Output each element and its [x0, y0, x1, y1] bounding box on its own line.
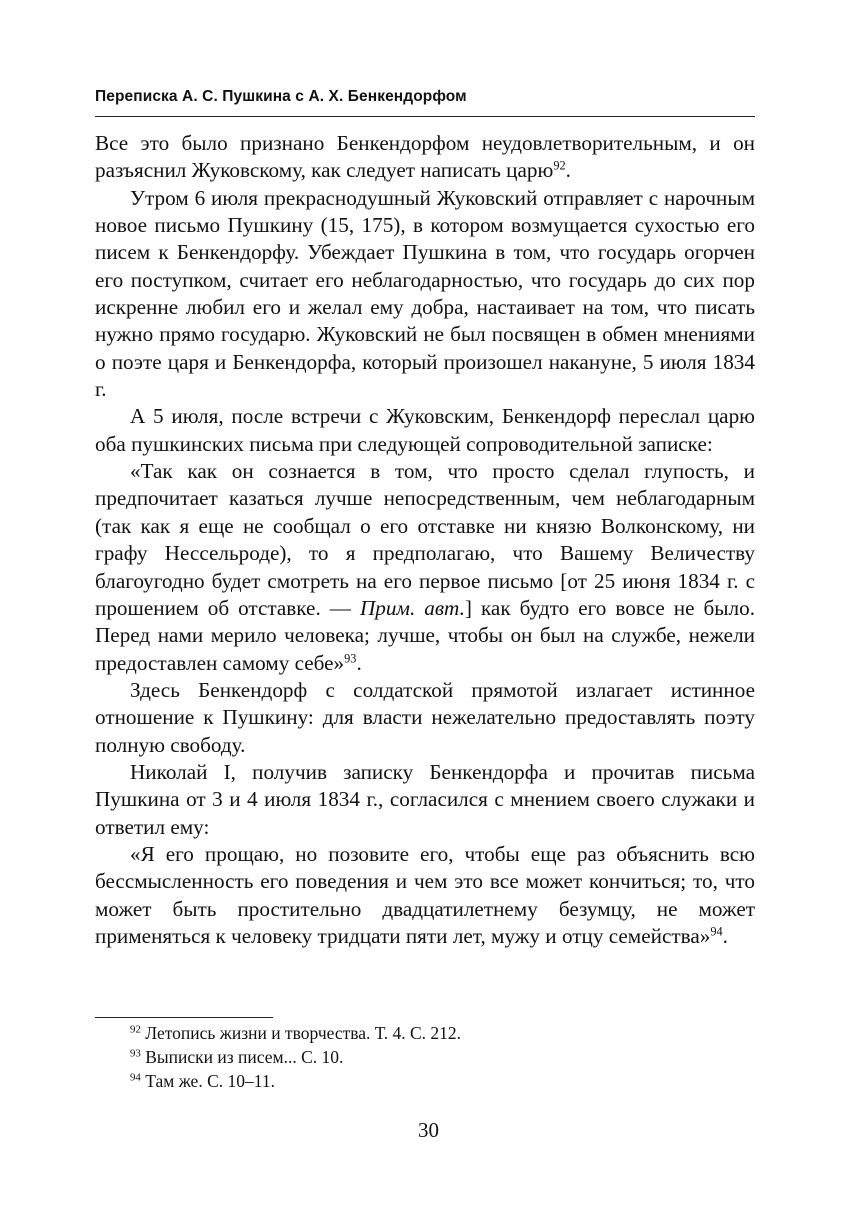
paragraph-3: А 5 июля, после встречи с Жуковским, Бенкендорф переслал царю оба пушкинских письма при следующей сопроводительной записке:	[95, 404, 755, 456]
author-note-italic: Прим. авт.	[359, 595, 465, 620]
footnote-93	[130, 1045, 755, 1069]
paragraph-1	[95, 130, 755, 185]
footnote-divider	[95, 1017, 273, 1018]
paragraph-text: ] как будто его вовсе не было. Перед нами мерило человека; лучше, чтобы он был на службе, нежели предоставлен самому себе»	[95, 595, 755, 675]
footnote-ref-94[interactable]: 94	[710, 924, 723, 939]
footnote-number: 94	[130, 1071, 141, 1084]
footnote-ref-92[interactable]: 92	[553, 158, 566, 173]
footnote-92	[130, 1021, 755, 1045]
paragraph-text: .	[722, 923, 728, 948]
footnote-number: 93	[130, 1047, 141, 1060]
paragraph-text: «Так как он сознается в том, что просто сделал глупость, и предпочитает казаться лучше непосредственным, чем неблагодарным (так как я еще не сообщал о его отставке ни князю Волконскому, ни графу Нессельроде), то я предполагаю, что Вашему Величеству благоугодно будет смотреть на его первое письмо [от 25 июня 1834 г. с прошением об отставке. —	[95, 459, 755, 620]
paragraph-6: Николай I, получив записку Бенкендорфа и прочитав письма Пушкина от 3 и 4 июля 1834 г., согласился с мнением своего служаки и ответил ему:	[95, 759, 755, 839]
footnotes	[130, 1021, 755, 1093]
page-number: 30	[418, 1118, 439, 1142]
paragraph-7-quote	[95, 841, 755, 950]
header-divider	[95, 116, 755, 117]
paragraph-4-quote	[95, 458, 755, 677]
footnote-text: Там же. С. 10–11.	[145, 1071, 275, 1091]
footnote-94	[130, 1069, 755, 1093]
paragraph-5: Здесь Бенкендорф с солдатской прямотой излагает истинное отношение к Пушкину: для власти нежелательно предоставлять поэту полную свободу.	[95, 677, 755, 757]
footnote-text: Выписки из писем... С. 10.	[145, 1047, 344, 1067]
paragraph-text: .	[565, 158, 571, 183]
running-head: Переписка А. С. Пушкина с А. Х. Бенкендорфом	[95, 88, 467, 105]
footnote-number: 92	[130, 1023, 141, 1036]
paragraph-text: Все это было признано Бенкендорфом неудовлетворительным, и он разъяснил Жуковскому, как следует написать царю	[95, 131, 755, 183]
paragraph-text: «Я его прощаю, но позовите его, чтобы еще раз объяснить всю бессмысленность его поведения и чем это все может кончиться; то, что может быть простительно двадцатилетнему безумцу, не может применяться к человеку тридцати пяти лет, мужу и отцу семейства»	[95, 841, 755, 948]
main-text	[95, 130, 755, 950]
footnote-text: Летопись жизни и творчества. Т. 4. С. 212.	[145, 1023, 462, 1043]
paragraph-2: Утром 6 июля прекраснодушный Жуковский отправляет с нарочным новое письмо Пушкину (15, 175), в котором возмущается сухостью его писем к Бенкендорфу. Убеждает Пушкина в том, что государь огорчен его поступком, считает его неблагодарностью, что государь до сих пор искренне любил его и желал ему добра, настаивает на том, что писать нужно прямо государю. Жуковский не был посвящен в обмен мнениями о поэте царя и Бенкендорфа, который произошел накануне, 5 июля 1834 г.	[95, 185, 755, 402]
paragraph-text: .	[356, 650, 362, 675]
footnote-ref-93[interactable]: 93	[344, 650, 357, 665]
